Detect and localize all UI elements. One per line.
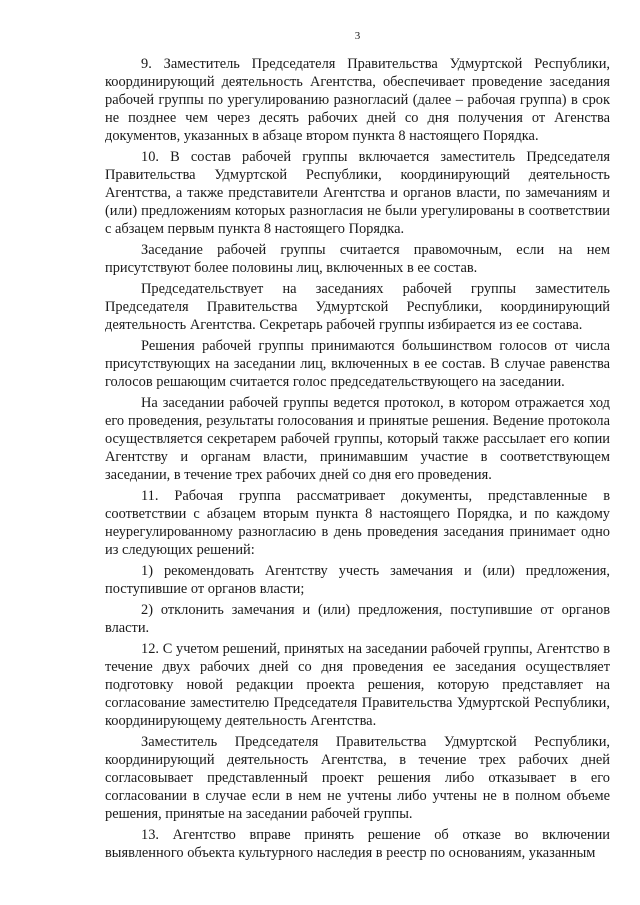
paragraph: 9. Заместитель Председателя Правительства Удмуртской Республики, координирующий деятельность Агентства, обеспечивает проведение заседания рабочей группы по урегулированию разногласий (далее – рабочая группа) в срок не позднее чем через десять рабочих дней со дня получения от Агенства документов, указанных в абзаце втором пункта 8 настоящего Порядка.	[105, 56, 610, 144]
paragraph: Решения рабочей группы принимаются большинством голосов от числа присутствующих на заседании лиц, включенных в ее состав. В случае равенства голосов решающим считается голос председательствующего на заседании.	[105, 338, 610, 390]
paragraph: На заседании рабочей группы ведется протокол, в котором отражается ход его проведения, результаты голосования и принятые решения. Ведение протокола осуществляется секретарем рабочей группы, который также рассылает его копии Агентству и органам власти, принимавшим участие в соответствующем заседании, в течение трех рабочих дней со дня его проведения.	[105, 395, 610, 483]
paragraph: 10. В состав рабочей группы включается заместитель Председателя Правительства Удмуртской Республики, координирующий деятельность Агентства, а также представители Агентства и органов власти, по замечаниям и (или) предложениям которых разногласия не были урегулированы в соответствии с абзацем первым пункта 8 настоящего Порядка.	[105, 149, 610, 237]
document-body	[105, 55, 610, 862]
page-number: 3	[354, 30, 361, 42]
paragraph: 11. Рабочая группа рассматривает документы, представленные в соответствии с абзацем вторым пункта 8 настоящего Порядка, и по каждому неурегулированному разногласию в день проведения заседания принимает одно из следующих решений:	[105, 488, 610, 558]
paragraph: 13. Агентство вправе принять решение об отказе во включении выявленного объекта культурного наследия в реестр по основаниям, указанным	[105, 827, 610, 861]
paragraph: 2) отклонить замечания и (или) предложения, поступившие от органов власти.	[105, 602, 610, 636]
paragraph: Заместитель Председателя Правительства Удмуртской Республики, координирующий деятельность Агентства, в течение трех рабочих дней согласовывает представленный проект решения либо отказывает в его согласовании в случае если в нем не учтены либо учтены не в полном объеме решения, принятые на заседании рабочей группы.	[105, 734, 610, 822]
paragraph: 12. С учетом решений, принятых на заседании рабочей группы, Агентство в течение двух рабочих дней со дня проведения ее заседания осуществляет подготовку новой редакции проекта решения, которую представляет на согласование заместителю Председателя Правительства Удмуртской Республики, координирующему деятельность Агентства.	[105, 641, 610, 729]
paragraph: Председательствует на заседаниях рабочей группы заместитель Председателя Правительства Удмуртской Республики, координирующий деятельность Агентства. Секретарь рабочей группы избирается из ее состава.	[105, 281, 610, 333]
paragraph: 1) рекомендовать Агентству учесть замечания и (или) предложения, поступившие от органов власти;	[105, 563, 610, 597]
paragraph: Заседание рабочей группы считается правомочным, если на нем присутствуют более половины лиц, включенных в ее состав.	[105, 242, 610, 276]
